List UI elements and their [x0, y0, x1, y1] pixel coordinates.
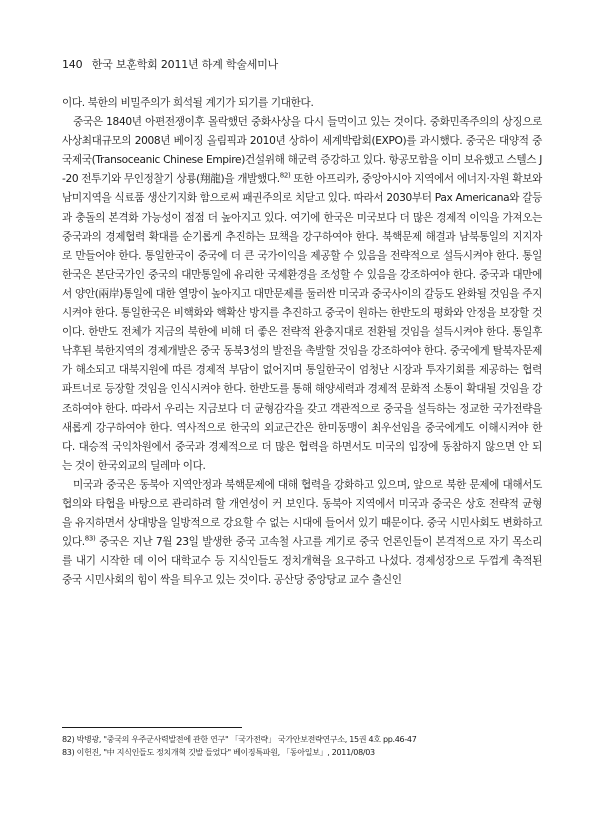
paragraph-1-text: 이다. 북한의 비밀주의가 희석될 계기가 되기를 기대한다. — [62, 97, 314, 109]
body-text — [62, 94, 542, 590]
footnote-divider — [62, 727, 242, 728]
paragraph-2-text-a: 중국은 1840년 아편전쟁이후 몰락했던 중화사상을 다시 들먹이고 있는 것이다. 중화민족주의의 상징으로 사상최대규모의 2008년 베이징 올림픽과 2010년 상하이 세계박람회(EXPO)를 과시했다. 중국은 대양적 중국제국(Transoceanic Chinese Empire)건설위해 해군력 증강하고 있다. 항공모함을 이미 보유했고 스텔스 J-20 전투기와 무인정찰기 상룡(翔龍)을 개발했다. — [62, 116, 542, 186]
paragraph-1 — [62, 94, 542, 113]
footnote-82: 82) 박병광, "중국의 우주군사력발전에 관한 연구" 「국가전략」 국가안보전략연구소, 15권 4호 pp.46-47 — [62, 735, 417, 744]
footnotes — [62, 734, 542, 759]
paragraph-2 — [62, 113, 542, 476]
running-title: 한국 보훈학회 2011년 하계 학술세미나 — [91, 58, 279, 71]
paragraph-3 — [62, 476, 542, 591]
document-page — [62, 0, 542, 821]
paragraph-3-text-b: 중국은 지난 7월 23일 발생한 중국 고속철 사고를 계기로 중국 언론인들이 본격적으로 자기 목소리를 내기 시작한 데 이어 대학교수 등 지식인들도 정치개혁을 요구하고 나섰다. 경제성장으로 두껍게 축적된 중국 시민사회의 힘이 싹을 틔우고 있는 것이다. 공산당 중앙당교 교수 출신인 — [62, 536, 542, 587]
paragraph-2-text-b: 또한 아프리카, 중앙아시아 지역에서 에너지·자원 확보와 남미지역을 식료품 생산기지화 함으로써 패권주의로 치닫고 있다. 따라서 2030부터 Pax Americana와 갈등과 충돌의 본격화 가능성이 점점 더 높아지고 있다. 여기에 한국은 미국보다 더 많은 경제적 이익을 가져오는 중국과의 경제협력 확대를 순기롭게 추진하는 묘책을 강구하여야 한다. 북핵문제 해결과 남북통일의 지지자로 만들어야 한다. 통일한국이 중국에 더 큰 국가이익을 제공할 수 있음을 전략적으로 설득시켜야 한다. 통일한국은 본단국가인 중국의 대만통일에 유리한 국제환경을 조성할 수 있음을 강조하여야 한다. 중국과 대만에서 양안(兩岸)통일에 대한 열망이 높아지고 대만문제를 둘러싼 미국과 중국사이의 갈등도 완화될 것임을 주지시켜야 한다. 통일한국은 비핵화와 핵확산 방지를 추진하고 중국이 원하는 한반도의 평화와 안정을 보장할 것이다. 한반도 전체가 지금의 북한에 비해 더 좋은 전략적 완충지대로 전환될 것임을 설득시켜야 한다. 통일후 낙후된 북한지역의 경제개발은 중국 동북3성의 발전을 촉발할 것임을 강조하여야 한다. 중국에게 탈북자문제가 해소되고 대북지원에 따른 경제적 부담이 없어지며 통일한국이 엄청난 시장과 투자기회를 제공하는 협력파트너로 등장할 것임을 인식시켜야 한다. 한반도를 통해 해양세력과 경제적 문화적 소통이 확대될 것임을 강조하여야 한다. 따라서 우리는 지금보다 더 균형감각을 갖고 객관적으로 중국을 설득하는 정교한 국가전략을 새롭게 강구하여야 한다. 역사적으로 한국의 외교근간은 한미동맹이 최우선임을 중국에게도 이해시켜야 한다. 대승적 국익차원에서 중국과 경제적으로 더 많은 협력을 하면서도 미국의 입장에 동참하지 않으면 안 되는 것이 한국외교의 딜레마 이다. — [62, 173, 542, 472]
paragraph-3-text-a: 미국과 중국은 동북아 지역안정과 북핵문제에 대해 협력을 강화하고 있으며, 앞으로 북한 문제에 대해서도 협의와 타협을 바탕으로 관리하려 할 개연성이 커 보인다. 동북아 지역에서 미국과 중국은 상호 전략적 균형을 유지하면서 상대방을 일방적으로 강요할 수 없는 시대에 들어서 있기 때문이다. 중국 시민사회도 변화하고 있다. — [62, 478, 542, 549]
footnote-83: 83) 이헌진, "中 지식인들도 정치개혁 깃발 들었다" 베이징특파원, 「동아일보」, 2011/08/03 — [62, 747, 375, 757]
page-header — [62, 58, 542, 72]
footnote-ref-83[interactable]: 83) — [84, 534, 96, 543]
page-number: 140 — [62, 58, 83, 71]
footnote-ref-82[interactable]: 82) — [279, 171, 291, 180]
